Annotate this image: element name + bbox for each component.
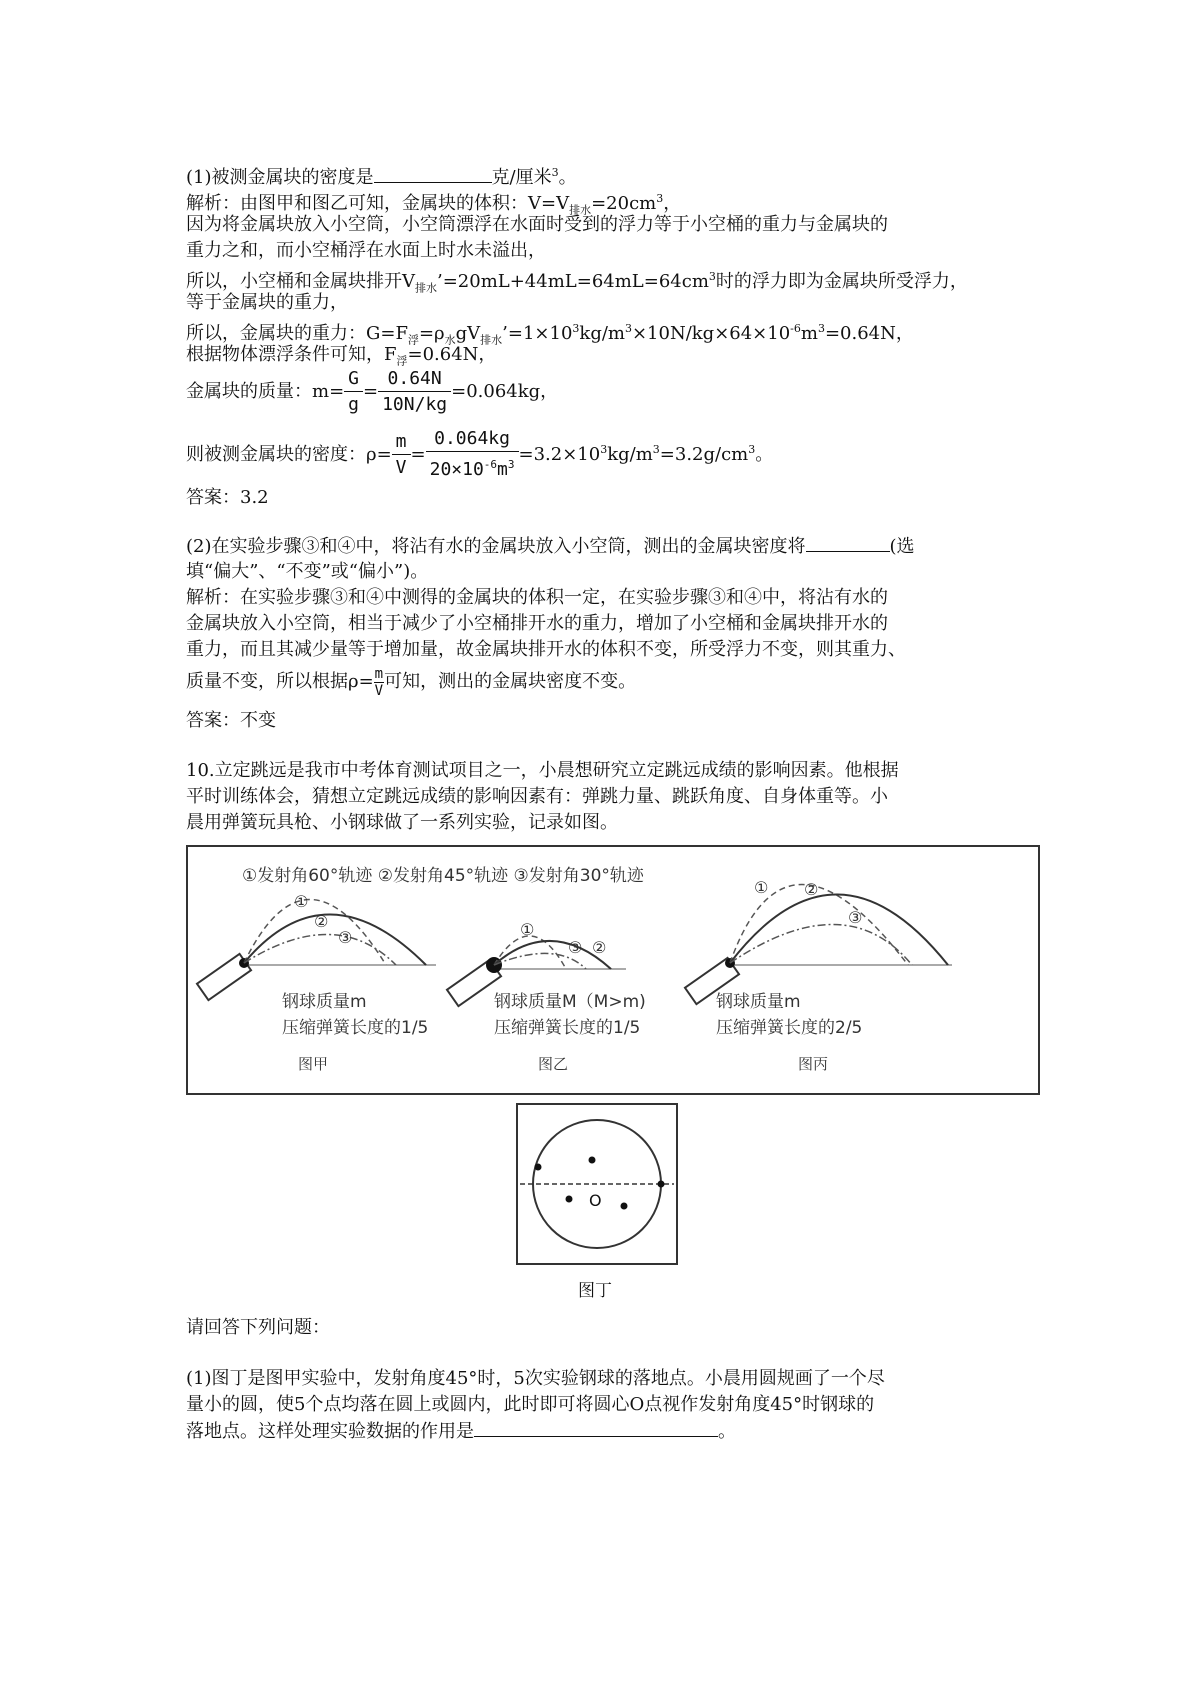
landing-point <box>589 1157 596 1164</box>
q9-analysis-line4: 所以，小空桶和金属块排开$V_{排水}’=20mL+44mL=64mL=64cm^3$时的浮力即为金属块所受浮力， <box>186 270 968 295</box>
landing-point <box>621 1203 628 1210</box>
q9-part1-answer: 答案：3.2 <box>186 487 269 508</box>
q9-analysis-buoyancy: 根据物体漂浮条件可知，$F_浮=0.64N$， <box>186 344 497 368</box>
landing-point <box>658 1181 665 1188</box>
q10-stem-line2: 平时训练体会，猜想立定跳远成绩的影响因素有：弹跳力量、跳跃角度、自身体重等。小 <box>186 786 888 807</box>
mark-3: ③ <box>568 938 583 957</box>
landing-points-figure <box>516 1103 678 1303</box>
answer-blank[interactable] <box>374 164 492 183</box>
answer-blank[interactable] <box>474 1418 718 1437</box>
figure-legend: ①发射角60°轨迹 ②发射角45°轨迹 ③发射角30°轨迹 <box>242 866 644 886</box>
ding-caption: 图丁 <box>578 1281 612 1301</box>
yi-caption: 图乙 <box>538 1055 569 1073</box>
q10-part1-line3: 落地点。这样处理实验数据的作用是 。 <box>186 1418 736 1445</box>
q10-stem-line3: 晨用弹簧玩具枪、小钢球做了一系列实验，记录如图。 <box>186 812 618 833</box>
q9-mass-formula: 金属块的质量：m= $\frac{G}{g}$ = $\frac{0.64N}{10N/kg}$ =0.064kg， <box>186 366 558 418</box>
q9-part1-question: (1)被测金属块的密度是 克/厘米$^3$。 <box>186 166 577 188</box>
fraction-mass-over-volume: $\frac{0.064kg}{20\times 10^{-6}m^3}$ <box>426 427 519 483</box>
mark-3: ③ <box>848 908 863 927</box>
trajectory-figure <box>186 845 1040 1095</box>
mark-1: ① <box>294 892 309 911</box>
jia-caption: 图甲 <box>298 1055 329 1073</box>
q9-density-formula: 则被测金属块的密度：ρ= $\frac{m}{V}$ = $\frac{0.064kg}{20\times 10^{-6}m^3}$ $=3.2\times 10^3kg/m^3=3.2g/cm^3$。 <box>186 422 773 483</box>
answer-blank[interactable] <box>806 533 890 552</box>
mark-2: ② <box>804 880 819 899</box>
landing-point <box>535 1164 542 1171</box>
q9-part2-question: (2)在实验步骤③和④中，将沾有水的金属块放入小空筒，测出的金属块密度将 (选 <box>186 533 915 560</box>
q9-analysis-gravity: 所以，金属块的重力：$G=F_浮=\rho_水gV_{排水}’=1\times 10^3kg/m^3\times 10N/kg\times 64\times 10^{-6}m^3=0.64N$， <box>186 322 914 347</box>
jia-mass: 钢球质量m <box>282 992 367 1012</box>
fraction-m-over-v-small: $\frac{m}{V}$ <box>374 665 384 699</box>
mark-2: ② <box>592 938 607 957</box>
center-o-label: O <box>589 1191 602 1210</box>
q9-part2-analysis-line3: 重力，而且其减少量等于增加量，故金属块排开水的体积不变，所受浮力不变，则其重力、 <box>186 639 906 660</box>
q9-analysis-line2: 因为将金属块放入小空筒，小空筒漂浮在水面时受到的浮力等于小空桶的重力与金属块的 <box>186 214 888 235</box>
fraction-m-over-v: $\frac{m}{V}$ <box>392 430 411 481</box>
bing-spring: 压缩弹簧长度的2/5 <box>716 1018 863 1038</box>
q9-analysis-line1: 解析：由图甲和图乙可知，金属块的体积：$V=V_{排水}=20cm^3$， <box>186 192 682 217</box>
jia-spring: 压缩弹簧长度的1/5 <box>282 1018 429 1038</box>
fraction-064n-over-10nkg: $\frac{0.64N}{10N/kg}$ <box>378 367 451 418</box>
mark-2: ② <box>314 912 329 931</box>
q10-stem-line1: 10.立定跳远是我市中考体育测试项目之一，小晨想研究立定跳远成绩的影响因素。他根据 <box>186 760 899 781</box>
yi-spring: 压缩弹簧长度的1/5 <box>494 1018 641 1038</box>
q9-analysis-line5: 等于金属块的重力， <box>186 292 348 313</box>
q10-part1-line2: 量小的圆，使5个点均落在圆上或圆内，此时即可将圆心O点视作发射角度45°时钢球的 <box>186 1394 875 1415</box>
mark-1: ① <box>520 920 535 939</box>
q9-analysis-line3: 重力之和，而小空桶浮在水面上时水未溢出， <box>186 240 546 261</box>
q9-part2-analysis-line1: 解析：在实验步骤③和④中测得的金属块的体积一定，在实验步骤③和④中，将沾有水的 <box>186 587 888 608</box>
bing-mass: 钢球质量m <box>716 992 801 1012</box>
q10-part1-line1: (1)图丁是图甲实验中，发射角度45°时，5次实验钢球的落地点。小晨用圆规画了一个尽 <box>186 1368 885 1389</box>
q10-prompt: 请回答下列问题： <box>186 1317 330 1338</box>
q9-part2-answer: 答案：不变 <box>186 710 276 731</box>
q9-part2-question-line2: 填“偏大”、“不变”或“偏小”)。 <box>186 561 429 582</box>
bing-caption: 图丙 <box>798 1055 829 1073</box>
mark-1: ① <box>754 878 769 897</box>
landing-point <box>566 1196 573 1203</box>
q9-part2-analysis-line2: 金属块放入小空筒，相当于减少了小空桶排开水的重力，增加了小空桶和金属块排开水的 <box>186 613 888 634</box>
mark-3: ③ <box>338 928 353 947</box>
q9-part2-analysis-line4: 质量不变，所以根据ρ= $\frac{m}{V}$ 可知，测出的金属块密度不变。 <box>186 665 637 699</box>
fraction-g-over-g: $\frac{G}{g}$ <box>344 367 363 418</box>
yi-mass: 钢球质量M（M>m) <box>494 992 646 1012</box>
